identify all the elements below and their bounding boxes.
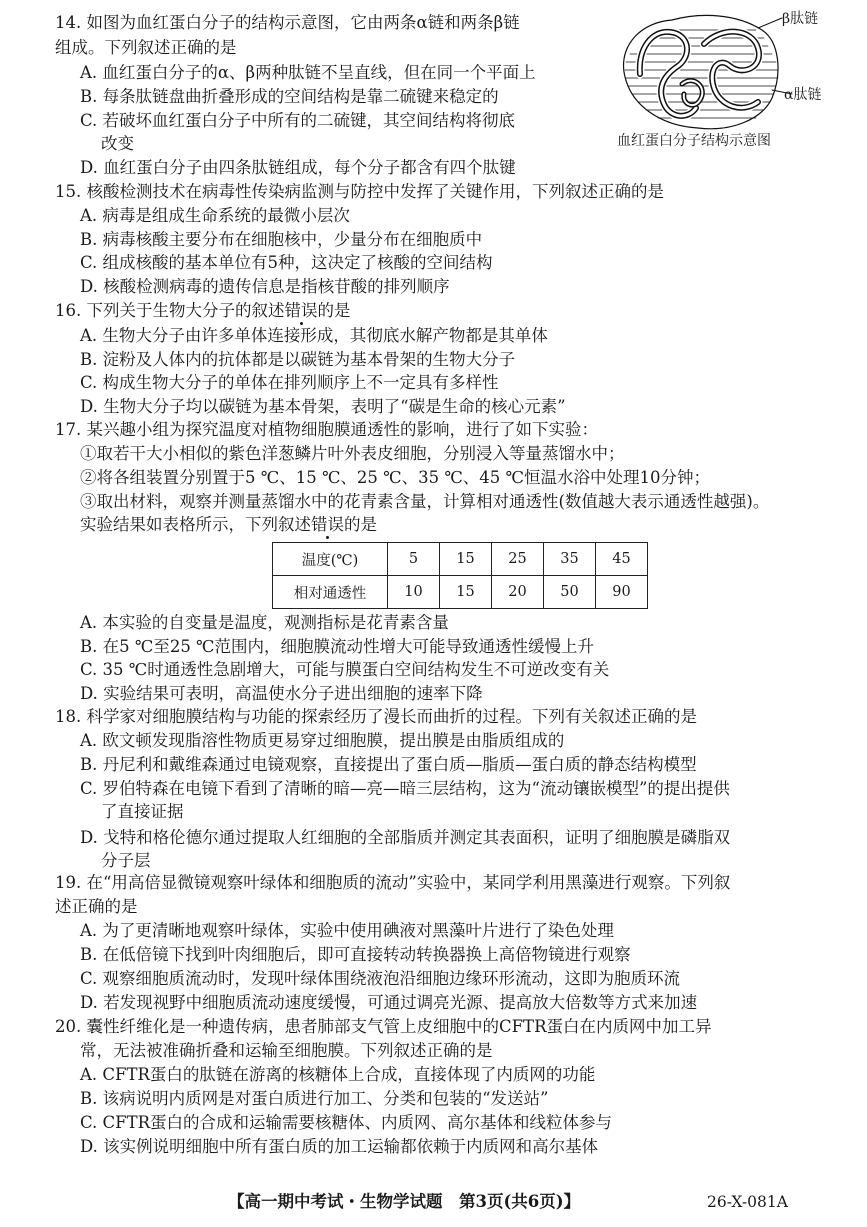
q16-stem-suffix: 的是	[317, 301, 351, 320]
q18-option-c-line2: 了直接证据	[101, 802, 184, 821]
table-row-temperature	[273, 543, 648, 576]
q14-option-a: A. 血红蛋白分子的α、β两种肽链不呈直线，但在同一个平面上	[80, 63, 536, 82]
q18-stem: 18. 科学家对细胞膜结构与功能的探索经历了漫长而曲折的过程。下列有关叙述正确的是	[55, 707, 697, 726]
table-cell: 5	[388, 543, 440, 576]
q17-result-suffix: 的是	[344, 515, 377, 534]
table-cell: 90	[596, 576, 648, 609]
experiment-table	[272, 542, 648, 609]
q14-stem-line1: 14. 如图为血红蛋白分子的结构示意图，它由两条α链和两条β链	[55, 13, 520, 32]
q19-stem-line2: 述正确的是	[55, 897, 138, 916]
page-footer-code: 26-X-081A	[707, 1193, 788, 1211]
q16-option-d: D. 生物大分子均以碳链为基本骨架，表明了“碳是生命的核心元素”	[80, 397, 566, 416]
q20-option-b: B. 该病说明内质网是对蛋白质进行加工、分类和包装的“发送站”	[80, 1089, 549, 1108]
table-cell: 20	[492, 576, 544, 609]
q15-option-c: C. 组成核酸的基本单位有5种，这决定了核酸的空间结构	[80, 253, 493, 272]
table-cell: 45	[596, 543, 648, 576]
q14-option-c-line2: 改变	[101, 134, 134, 153]
q18-option-d-line2: 分子层	[101, 851, 151, 870]
q15-option-a: A. 病毒是组成生命系统的最微小层次	[80, 206, 350, 225]
table-cell: 10	[388, 576, 440, 609]
q17-option-b: B. 在5 ℃至25 ℃范围内，细胞膜流动性增大可能导致通透性缓慢上升	[80, 637, 595, 656]
q17-step-3: ③取出材料，观察并测量蒸馏水中的花青素含量，计算相对通透性(数值越大表示通透性越强)。	[80, 492, 770, 511]
q17-option-d: D. 实验结果可表明，高温使水分子进出细胞的速率下降	[80, 684, 483, 703]
table-row-permeability	[273, 576, 648, 609]
table-header-permeability: 相对通透性	[273, 576, 388, 609]
q19-option-d: D. 若发现视野中细胞质流动速度缓慢，可通过调亮光源、提高放大倍数等方式来加速	[80, 993, 698, 1012]
q15-stem: 15. 核酸检测技术在病毒性传染病监测与防控中发挥了关键作用，下列叙述正确的是	[55, 182, 664, 201]
table-cell: 25	[492, 543, 544, 576]
q19-option-a: A. 为了更清晰地观察叶绿体，实验中使用碘液对黑藻叶片进行了染色处理	[80, 921, 614, 940]
q20-option-c: C. CFTR蛋白的合成和运输需要核糖体、内质网、高尔基体和线粒体参与	[80, 1113, 613, 1132]
q19-option-c: C. 观察细胞质流动时，发现叶绿体围绕液泡沿细胞边缘环形流动，这即为胞质环流	[80, 969, 681, 988]
q17-result-prefix: 实验结果如表格所示，下列叙述	[80, 515, 311, 534]
table-cell: 35	[544, 543, 596, 576]
q15-option-d: D. 核酸检测病毒的遗传信息是指核苷酸的排列顺序	[80, 277, 450, 296]
q16-stem-emphasis: 错误	[284, 301, 318, 320]
q17-step-2: ②将各组装置分别置于5 ℃、15 ℃、25 ℃、35 ℃、45 ℃恒温水浴中处理10分钟；	[80, 468, 710, 487]
q14-option-d: D. 血红蛋白分子由四条肽链组成，每个分子都含有四个肽键	[80, 158, 516, 177]
table-header-temperature: 温度(℃)	[273, 543, 388, 576]
q20-stem-line1: 20. 囊性纤维化是一种遗传病，患者肺部支气管上皮细胞中的CFTR蛋白在内质网中加工异	[55, 1017, 712, 1036]
q16-option-b: B. 淀粉及人体内的抗体都是以碳链为基本骨架的生物大分子	[80, 350, 516, 369]
q17-step-1: ①取若干大小相似的紫色洋葱鳞片叶外表皮细胞，分别浸入等量蒸馏水中；	[80, 444, 625, 463]
beta-chain-label: β肽链	[782, 11, 819, 27]
q15-option-b: B. 病毒核酸主要分布在细胞核中，少量分布在细胞质中	[80, 230, 483, 249]
q17-option-c: C. 35 ℃时通透性急剧增大，可能与膜蛋白空间结构发生不可逆改变有关	[80, 660, 610, 679]
q20-option-a: A. CFTR蛋白的肽链在游离的核糖体上合成，直接体现了内质网的功能	[80, 1065, 596, 1084]
q14-option-c-line1: C. 若破坏血红蛋白分子中所有的二硫键，其空间结构将彻底	[80, 111, 516, 130]
q18-option-b: B. 丹尼利和戴维森通过电镜观察，直接提出了蛋白质—脂质—蛋白质的静态结构模型	[80, 755, 697, 774]
table-cell: 15	[440, 576, 492, 609]
q19-stem-line1: 19. 在“用高倍显微镜观察叶绿体和细胞质的流动”实验中，某同学利用黑藻进行观察。下列叙	[55, 873, 731, 892]
q16-option-a: A. 生物大分子由许多单体连接形成，其彻底水解产物都是其单体	[80, 326, 548, 345]
q20-option-d: D. 该实例说明细胞中所有蛋白质的加工运输都依赖于内质网和高尔基体	[80, 1137, 599, 1156]
q17-result-line	[80, 514, 377, 536]
q20-stem-line2: 常，无法被准确折叠和运输至细胞膜。下列叙述正确的是	[80, 1041, 493, 1060]
alpha-chain-label: α肽链	[784, 87, 822, 103]
q17-option-a: A. 本实验的自变量是温度，观测指标是花青素含量	[80, 613, 449, 632]
q17-stem: 17. 某兴趣小组为探究温度对植物细胞膜通透性的影响，进行了如下实验：	[55, 420, 598, 439]
table-cell: 15	[440, 543, 492, 576]
page-footer-title: 【高一期中考试・生物学试题 第3页(共6页)】	[228, 1192, 581, 1211]
q19-option-b: B. 在低倍镜下找到叶肉细胞后，即可直接转动转换器换上高倍物镜进行观察	[80, 945, 631, 964]
q16-stem	[55, 300, 351, 322]
q18-option-a: A. 欧文顿发现脂溶性物质更易穿过细胞膜，提出膜是由脂质组成的	[80, 731, 565, 750]
q16-stem-prefix: 16. 下列关于生物大分子的叙述	[55, 301, 285, 320]
q14-stem-line2: 组成。下列叙述正确的是	[55, 38, 237, 57]
q18-option-d-line1: D. 戈特和格伦德尔通过提取人红细胞的全部脂质并测定其表面积，证明了细胞膜是磷脂双	[80, 828, 731, 847]
figure-caption: 血红蛋白分子结构示意图	[617, 133, 771, 149]
table-cell: 50	[544, 576, 596, 609]
q14-option-b: B. 每条肽链盘曲折叠形成的空间结构是靠二硫键来稳定的	[80, 87, 499, 106]
q17-result-emphasis: 错误	[311, 515, 344, 534]
q18-option-c-line1: C. 罗伯特森在电镜下看到了清晰的暗—亮—暗三层结构，这为“流动镶嵌模型”的提出提供	[80, 779, 730, 798]
q16-option-c: C. 构成生物大分子的单体在排列顺序上不一定具有多样性	[80, 373, 499, 392]
